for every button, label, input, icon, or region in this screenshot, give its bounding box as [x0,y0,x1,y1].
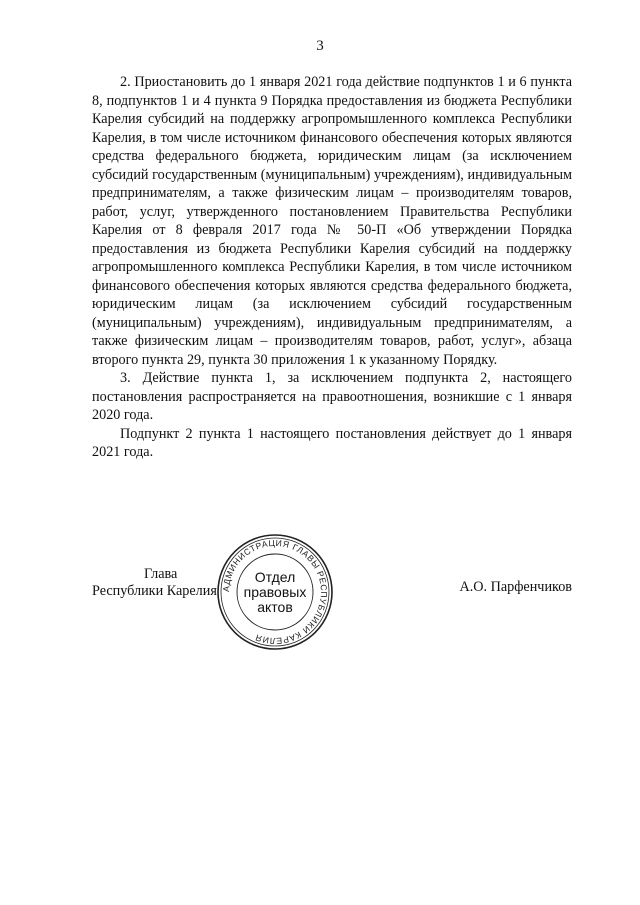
stamp-line-2: правовых [243,583,307,600]
paragraph-3-sub: Подпункт 2 пункта 1 настоящего постановления действует до 1 января 2021 года. [92,425,572,460]
official-stamp [215,532,335,652]
document-body [92,73,572,462]
paragraph-3: 3. Действие пункта 1, за исключением подпункта 2, настоящего постановления распространяется на правоотношения, возникшие с 1 января 2020 года. [92,370,572,423]
signature-title-line1: Глава [144,566,178,582]
stamp-ring-text: АДМИНИСТРАЦИЯ ГЛАВЫ РЕСПУБЛИКИ КАРЕЛИЯ [220,537,330,647]
signature-title-line2: Республики Карелия [92,583,217,599]
stamp-center-text [215,532,335,652]
signatory-name: А.О. Парфенчиков [459,579,572,595]
stamp-line-1: Отдел [254,568,296,585]
paragraph-2: 2. Приостановить до 1 января 2021 года действие подпунктов 1 и 6 пункта 8, подпунктов 1 и 4 пункта 9 Порядка предоставления из бюджета Республики Карелия субсидий на поддержку агропромышленного комплекса Республики Карелия, в том числе источником финансового обеспечения которых являются средства федерального бюджета, юридическим лицам (за исключением субсидий государственным (муниципальным) учреждениям), индивидуальным предпринимателям, а также физическим лицам – производителям товаров, работ, услуг, утвержденного постановлением Правительства Республики Карелия от 8 февраля 2017 года № 50-П «Об утверждении Порядка предоставления из бюджета Республики Карелия субсидий на поддержку агропромышленного комплекса Республики Карелия, в том числе источником финансового обеспечения которых являются средства федерального бюджета, юридическим лицам (за исключением субсидий государственным (муниципальным) учреждениям), индивидуальным предпринимателям, а также физическим лицам – производителям товаров, работ, услуг», абзаца второго пункта 29, пункта 30 приложения 1 к указанному Порядку. [92,74,572,368]
stamp-line-3: актов [257,598,293,615]
page-number: 3 [316,38,324,54]
